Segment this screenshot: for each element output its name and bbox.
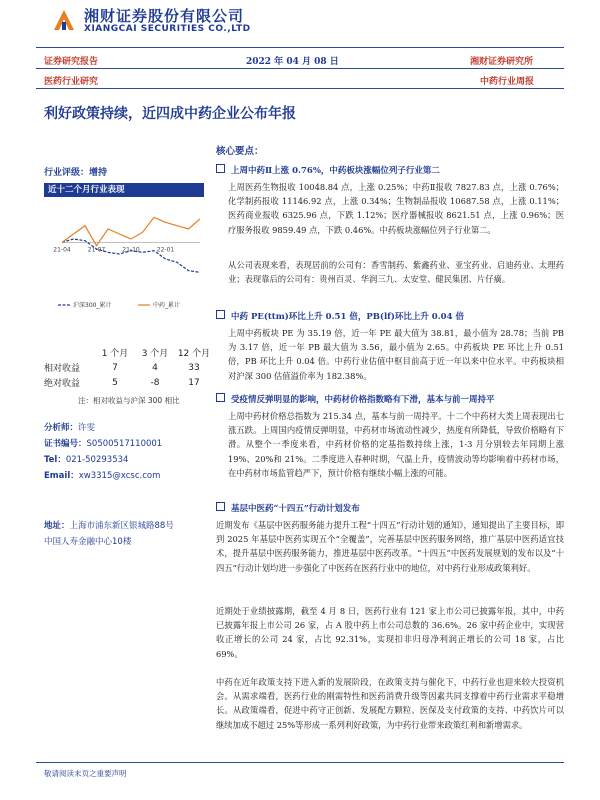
section-4-para-3: 中药在近年政策支持下进入新的发展阶段，在政策支持与催化下，中药行业也迎来较大投资机会。从需求端看，医药行业的刚需特性和医药消费升级等因素共同支撑着中药行业需求平稳增长。从政策端看，促进中药守正创新、发展配方颗粒、医保及支付政策的支持、中药饮片可以继续加成不超过 25%等形成一系列利好政策，为中药行业带来政策红利和新增需求。: [216, 677, 564, 730]
checkbox-bullet-icon: [216, 310, 225, 319]
section-heading-2: [216, 310, 566, 322]
performance-table: [44, 345, 212, 390]
perf-cell: -8: [150, 377, 160, 388]
perf-cell: 33: [188, 362, 200, 373]
chart-tick-label: 22-01: [156, 246, 175, 254]
report-type: 证券研究报告: [44, 57, 99, 67]
report-date: 2022 年 04 月 08 日: [246, 57, 339, 67]
chart-series-line: [62, 217, 200, 245]
analyst-contact: [44, 420, 204, 484]
checkbox-bullet-icon: [216, 393, 225, 402]
performance-chart: [44, 183, 204, 320]
perf-note: 注：相对收益与沪深 300 相比: [78, 396, 180, 405]
perf-col-3m: 3 个月: [141, 349, 169, 359]
analyst-name: 许雯: [78, 423, 96, 433]
perf-cell: 5: [112, 377, 118, 388]
chart-legend-label: 中药_累计: [153, 302, 181, 309]
cert-label: 证书编号：: [44, 439, 87, 449]
chart-heading: 近十二个月行业表现: [44, 183, 204, 197]
email-link[interactable]: xw3315@xcsc.com: [78, 471, 161, 481]
chart-series-line: [62, 239, 200, 272]
institute-name: 湘财证券研究所: [470, 57, 534, 67]
company-name-cn: 湘财证券股份有限公司: [84, 7, 245, 25]
header-divider-mid: [36, 68, 564, 69]
page-title: 利好政策持续，近四成中药企业公布年报: [44, 106, 296, 122]
report-subcategory: 中药行业周报: [480, 77, 535, 87]
company-name-en: XIANGCAI SECURITIES CO.,LTD: [84, 24, 251, 34]
rating-label: 行业评级：: [44, 168, 90, 178]
tel-label: Tel：: [44, 455, 66, 465]
company-logo-icon: [50, 6, 78, 34]
perf-row-label: 相对收益: [44, 364, 81, 374]
rating-value: 增持: [89, 168, 108, 178]
checkbox-bullet-icon: [216, 164, 225, 173]
section-2-para-1: 上周中药板块 PE 为 35.19 倍，近一年 PE 最大值为 38.81，最小值为 28.78；当前 PB 为 3.17 倍，近一年 PB 最大值为 3.56，最小值为 2.65。中药板块 PE 环比上升 0.51 倍，PB 环比上升 0.04 倍。中药行业估值中枢目前高于近一年以来中位水平。中药板块相对沪深 300 估值溢价率为 182.38%。: [228, 328, 564, 381]
section-4-para-1: 近期发布《基层中医药服务能力提升工程“十四五”行动计划的通知》，通知提出了主要目标，即到 2025 年基层中医药实现五个“全覆盖”，完善基层中医药服务网络，推广基层中医药适宜技术，提升基层中医药服务能力，推进基层中医药改革。“十四五”中医药发展规划的发布以及“十四五”行动计划均进一步强化了中医药在医药行业中的地位，对中药行业形成政策利好。: [216, 520, 564, 573]
perf-cell: 17: [188, 377, 200, 388]
perf-col-1m: 1 个月: [101, 349, 129, 359]
section-heading-text: 中药 PE(ttm)环比上升 0.51 倍，PB(lf)环比上升 0.04 倍: [231, 312, 464, 322]
section-heading-text: 上周中药Ⅱ上涨 0.76%，中药板块涨幅位列子行业第二: [231, 166, 440, 176]
industry-rating: [44, 165, 107, 178]
perf-cell: 7: [112, 362, 118, 373]
perf-row-label: 绝对收益: [44, 379, 81, 389]
footer-disclaimer: 敬请阅读末页之重要声明: [44, 769, 127, 778]
addr-line1: 上海市浦东新区银城路88号: [69, 521, 174, 531]
checkbox-bullet-icon: [216, 502, 225, 511]
section-1-para-2: 从公司表现来看，表现居前的公司有：香雪制药、紫鑫药业、亚宝药业、启迪药业、太理药业；表现靠后的公司有：贵州百灵、华润三九、太安堂、健民集团、片仔癀。: [228, 260, 564, 285]
tel-number: 021-50293534: [65, 455, 129, 465]
perf-col-12m: 12 个月: [177, 349, 211, 359]
report-category: 医药行业研究: [44, 77, 99, 87]
perf-col-0: [44, 345, 96, 360]
section-1-para-1: 上周医药生物报收 10048.84 点，上涨 0.25%；中药Ⅱ报收 7827.83 点，上涨 0.76%；化学制药报收 11146.92 点，上涨 0.34%；生物制品报收 10687.58 点，上涨 0.11%；医药商业报收 6325.96 点，下跌 1.12%；医疗器械报收 8621.51 点，上涨 0.96%；医疗服务报收 9859.49 点，下跌 0.46%。中药板块涨幅位列子行业第二。: [228, 182, 564, 235]
section-heading-text: 基层中医药“十四五”行动计划发布: [231, 504, 360, 514]
section-3-para-1: 上周中药材价格总指数为 215.34 点，基本与前一周持平。十二个中药材大类上周表现出七涨五跌。上周国内疫情反弹明显，中药材市场流动性减少，热度有所降低，导致价格略有下滑。从整个一季度来看，中药材价格的定基指数持续上涨，1-3 月分别较去年同期上涨 19%、20%和 21%。二季度进入春种时期，气温上升，疫情波动等均影响着中药材市场，在中药材市场监管趋严下，预计价格有继续小幅上涨的可能。: [228, 411, 564, 478]
table-row: [44, 375, 212, 390]
table-row: [44, 360, 212, 375]
section-heading-text: 受疫情反弹明显的影响，中药材价格指数略有下滑，基本与前一周持平: [231, 395, 495, 405]
section-heading-1: [216, 164, 566, 176]
email-label: Email：: [44, 471, 79, 481]
footer-divider: [36, 762, 564, 763]
section-4-para-2: 近期处于业绩披露期，截至 4 月 8 日，医药行业有 121 家上市公司已披露年报，其中，中药已披露年报上市公司 26 家，占 A 股中药上市公司总数的 36.6%。26 家中药企业中，实现营收正增长的公司 24 家，占比 92.31%，实现扣非归母净利润正增长的公司 18 家，占比 69%。: [216, 606, 564, 659]
cert-number: S0500517110001: [86, 439, 163, 449]
analyst-label: 分析师：: [44, 423, 79, 433]
addr-label: 地址：: [44, 521, 70, 531]
perf-cell: 4: [152, 362, 158, 373]
addr-line2: 中国人寿金融中心10楼: [44, 537, 132, 547]
section-heading-4: [216, 502, 566, 514]
chart-plot: [44, 199, 204, 319]
chart-tick-label: 21-04: [53, 246, 71, 254]
chart-tick-label: 21-07: [87, 246, 106, 254]
chart-tick-label: 21-10: [122, 246, 140, 254]
header-divider-top: [36, 47, 564, 48]
core-points-label: 核心要点：: [216, 146, 264, 157]
chart-legend-label: 沪深300_累计: [73, 302, 112, 309]
address-block: [44, 518, 204, 550]
section-heading-3: [216, 393, 566, 405]
header-divider-bottom: [36, 88, 564, 89]
